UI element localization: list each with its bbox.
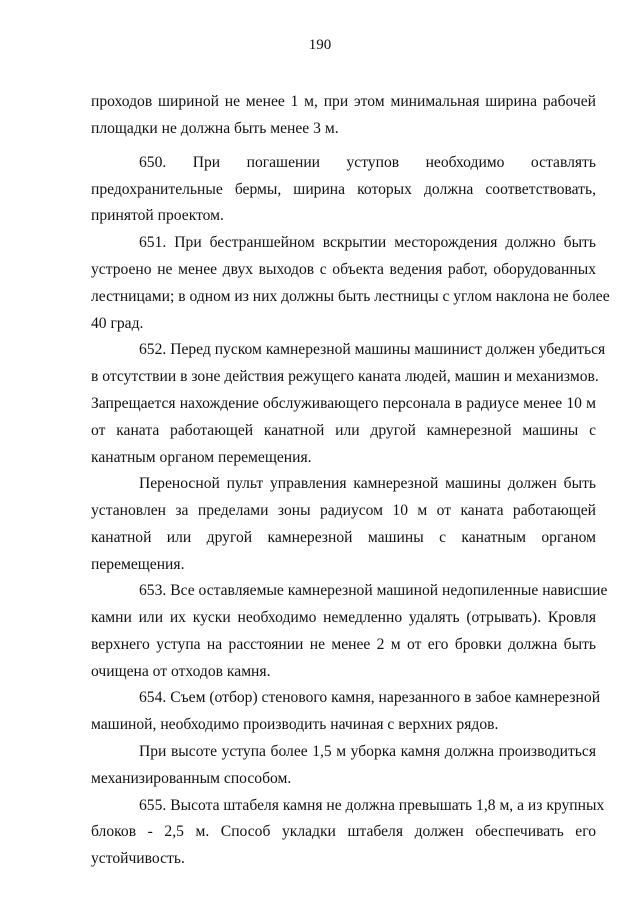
- paragraph-655-start: 655. Высота штабеля камня не должна превышать 1,8 м, а из крупных: [139, 797, 605, 814]
- text-line: машиной, необходимо производить начиная с верхних рядов.: [91, 716, 499, 733]
- paragraph-remote-start: Переносной пульт управления камнерезной машины должен быть: [139, 475, 596, 492]
- text-line: канатной или другой камнерезной машины с канатным органом: [91, 529, 596, 546]
- text-line: в отсутствии в зоне действия режущего каната людей, машин и механизмов.: [91, 368, 599, 385]
- text-line: от каната работающей канатной или другой камнерезной машины с: [91, 422, 596, 439]
- text-line: лестницами; в одном из них должны быть лестницы с углом наклона не более: [91, 288, 610, 305]
- text-line: установлен за пределами зоны радиусом 10 м от каната работающей: [91, 502, 596, 519]
- text-line: принятой проектом.: [91, 207, 224, 224]
- text-line: камни или их куски необходимо немедленно удалять (отрывать). Кровля: [91, 609, 596, 626]
- page-number: 190: [308, 37, 332, 53]
- paragraph-652-start: 652. Перед пуском камнерезной машины машинист должен убедиться: [139, 341, 606, 358]
- text-line: устойчивость.: [91, 850, 185, 867]
- paragraph-654-start: 654. Съем (отбор) стенового камня, нарезанного в забое камнерезной: [139, 689, 601, 706]
- text-line: блоков - 2,5 м. Способ укладки штабеля должен обеспечивать его: [91, 823, 596, 840]
- paragraph-650-start: 650. При погашении уступов необходимо оставлять: [139, 154, 596, 171]
- text-line: проходов шириной не менее 1 м, при этом минимальная ширина рабочей: [91, 93, 596, 110]
- paragraph-height-start: При высоте уступа более 1,5 м уборка камня должна производиться: [139, 743, 596, 760]
- text-line: Запрещается нахождение обслуживающего персонала в радиусе менее 10 м: [91, 395, 596, 412]
- text-line: очищена от отходов камня.: [91, 663, 271, 680]
- text-line: механизированным способом.: [91, 770, 292, 787]
- text-line: канатным органом перемещения.: [91, 449, 312, 466]
- paragraph-651-start: 651. При бестраншейном вскрытии месторождения должно быть: [139, 234, 596, 251]
- paragraph-653-start: 653. Все оставляемые камнерезной машиной недопиленные нависшие: [139, 582, 608, 599]
- text-line: перемещения.: [91, 556, 185, 573]
- text-line: предохранительные бермы, ширина которых должна соответствовать,: [91, 181, 596, 198]
- text-line: площадки не должна быть менее 3 м.: [91, 120, 339, 137]
- text-line: верхнего уступа на расстоянии не менее 2 м от его бровки должна быть: [91, 636, 596, 653]
- text-line: 40 град.: [91, 315, 144, 332]
- text-line: устроено не менее двух выходов с объекта ведения работ, оборудованных: [91, 261, 596, 278]
